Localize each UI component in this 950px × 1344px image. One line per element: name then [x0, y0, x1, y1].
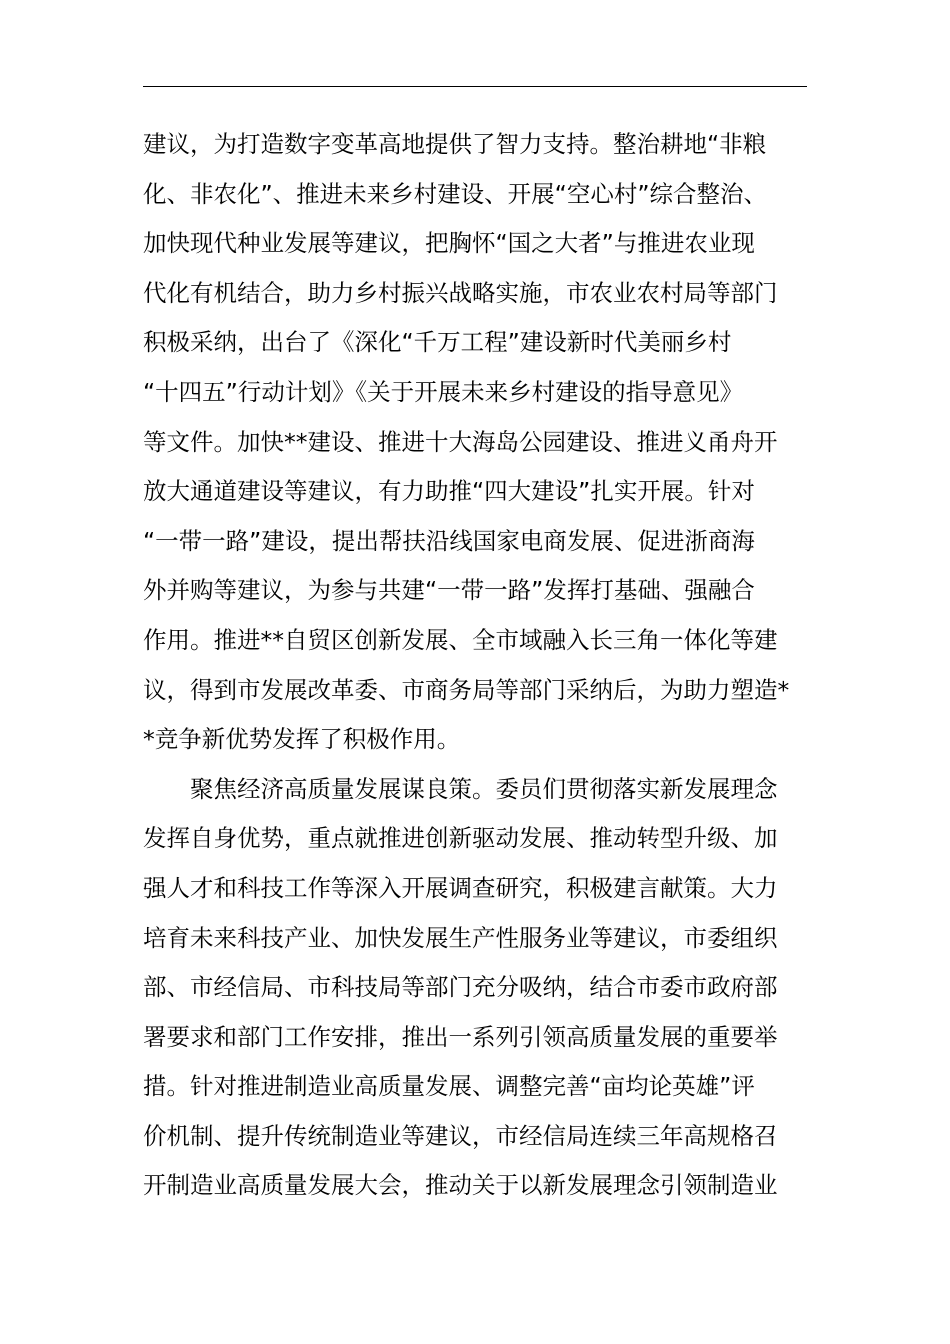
- text-line: 代化有机结合，助力乡村振兴战略实施，市农业农村局等部门: [143, 278, 778, 307]
- text-line: 部、市经信局、市科技局等部门充分吸纳，结合市委市政府部: [143, 973, 778, 1002]
- text-line: 培育未来科技产业、加快发展生产性服务业等建议，市委组织: [143, 923, 778, 952]
- text-line: 发挥自身优势，重点就推进创新驱动发展、推动转型升级、加: [143, 824, 778, 853]
- text-line: 外并购等建议，为参与共建“一带一路”发挥打基础、强融合: [143, 576, 755, 605]
- text-line: 价机制、提升传统制造业等建议，市经信局连续三年高规格召: [143, 1121, 778, 1150]
- text-line: 措。针对推进制造业高质量发展、调整完善“亩均论英雄”评: [143, 1072, 755, 1101]
- text-line: 署要求和部门工作安排，推出一系列引领高质量发展的重要举: [143, 1022, 778, 1051]
- text-line: 强人才和科技工作等深入开展调查研究，积极建言献策。大力: [143, 873, 778, 902]
- text-line: 等文件。加快**建设、推进十大海岛公园建设、推进义甬舟开: [143, 427, 778, 456]
- text-line: “十四五”行动计划》《关于开展未来乡村建设的指导意见》: [143, 377, 744, 406]
- text-line: 议，得到市发展改革委、市商务局等部门采纳后，为助力塑造*: [143, 675, 790, 704]
- text-line: 开制造业高质量发展大会，推动关于以新发展理念引领制造业: [143, 1171, 778, 1200]
- text-line: 积极采纳，出台了《深化“千万工程”建设新时代美丽乡村: [143, 328, 732, 357]
- text-line: 放大通道建设等建议，有力助推“四大建设”扎实开展。针对: [143, 477, 755, 506]
- text-line: 建议，为打造数字变革高地提供了智力支持。整治耕地“非粮: [143, 130, 767, 158]
- text-line: *竞争新优势发挥了积极作用。: [143, 725, 461, 754]
- text-line: “一带一路”建设，提出帮扶沿线国家电商发展、促进浙商海: [143, 526, 755, 555]
- text-line: 作用。推进**自贸区创新发展、全市域融入长三角一体化等建: [143, 625, 778, 654]
- paragraph-first-line: 聚焦经济高质量发展谋良策。委员们贯彻落实新发展理念: [190, 774, 778, 803]
- text-line: 化、非农化”、推进未来乡村建设、开展“空心村”综合整治、: [143, 179, 768, 208]
- document-body: [143, 120, 807, 1211]
- header-rule: [143, 86, 807, 87]
- text-line: 加快现代种业发展等建议，把胸怀“国之大者”与推进农业现: [143, 229, 755, 258]
